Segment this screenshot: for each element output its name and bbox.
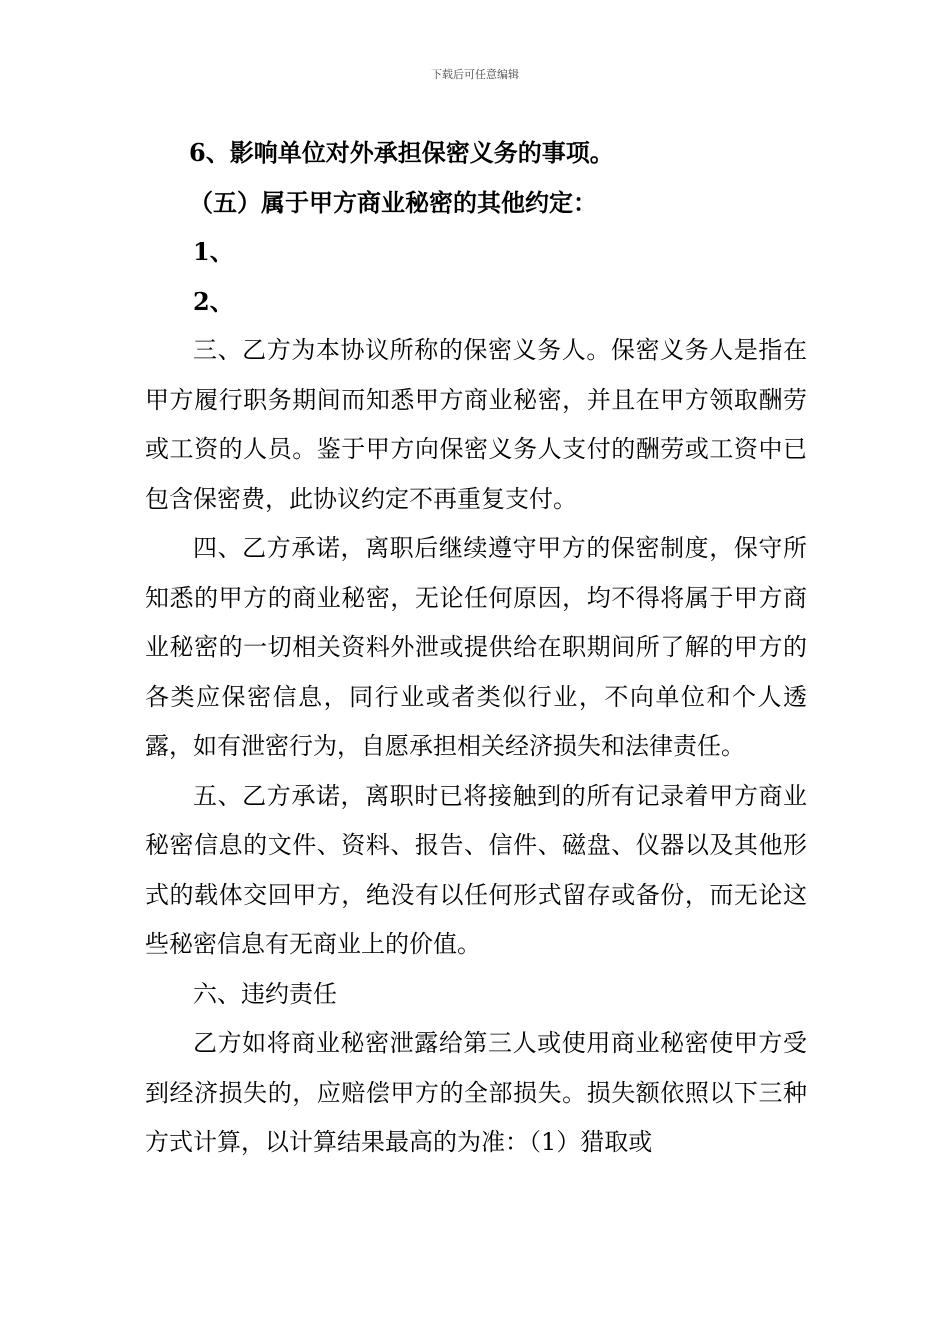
paragraph-blank-item-1: 1、 bbox=[193, 237, 234, 266]
paragraph-item-6: 6、影响单位对外承担保密义务的事项。 bbox=[189, 138, 614, 167]
page-header-note: 下载后可任意编辑 bbox=[431, 68, 519, 81]
paragraph-blank-item-2: 2、 bbox=[193, 286, 234, 316]
paragraph-breach-liability: 乙方如将商业秘密泄露给第三人或使用商业秘密使甲方受到经济损失的，应赔偿甲方的全部损失。损失额依照以下三种方式计算，以计算结果最高的为准：（1）猎取或 bbox=[145, 1029, 807, 1156]
paragraph-clause-5: 五、乙方承诺，离职时已将接触到的所有记录着甲方商业秘密信息的文件、资料、报告、信件、磁盘、仪器以及其他形式的载体交回甲方，绝没有以任何形式留存或备份，而无论这些秘密信息有无商业上的价值。 bbox=[145, 781, 807, 958]
document-body bbox=[145, 128, 807, 1168]
paragraph-clause-3: 三、乙方为本协议所称的保密义务人。保密义务人是指在甲方履行职务期间而知悉甲方商业秘密，并且在甲方领取酬劳或工资的人员。鉴于甲方向保密义务人支付的酬劳或工资中已包含保密费，此协议约定不再重复支付。 bbox=[145, 336, 807, 513]
paragraph-clause-4: 四、乙方承诺，离职后继续遵守甲方的保密制度，保守所知悉的甲方的商业秘密，无论任何原因，均不得将属于甲方商业秘密的一切相关资料外泄或提供给在职期间所了解的甲方的各类应保密信息，同行业或者类似行业，不向单位和个人透露，如有泄密行为，自愿承担相关经济损失和法律责任。 bbox=[145, 534, 807, 760]
paragraph-clause-6-heading: 六、违约责任 bbox=[193, 979, 337, 1008]
paragraph-section-5-other: （五）属于甲方商业秘密的其他约定： bbox=[189, 187, 597, 217]
